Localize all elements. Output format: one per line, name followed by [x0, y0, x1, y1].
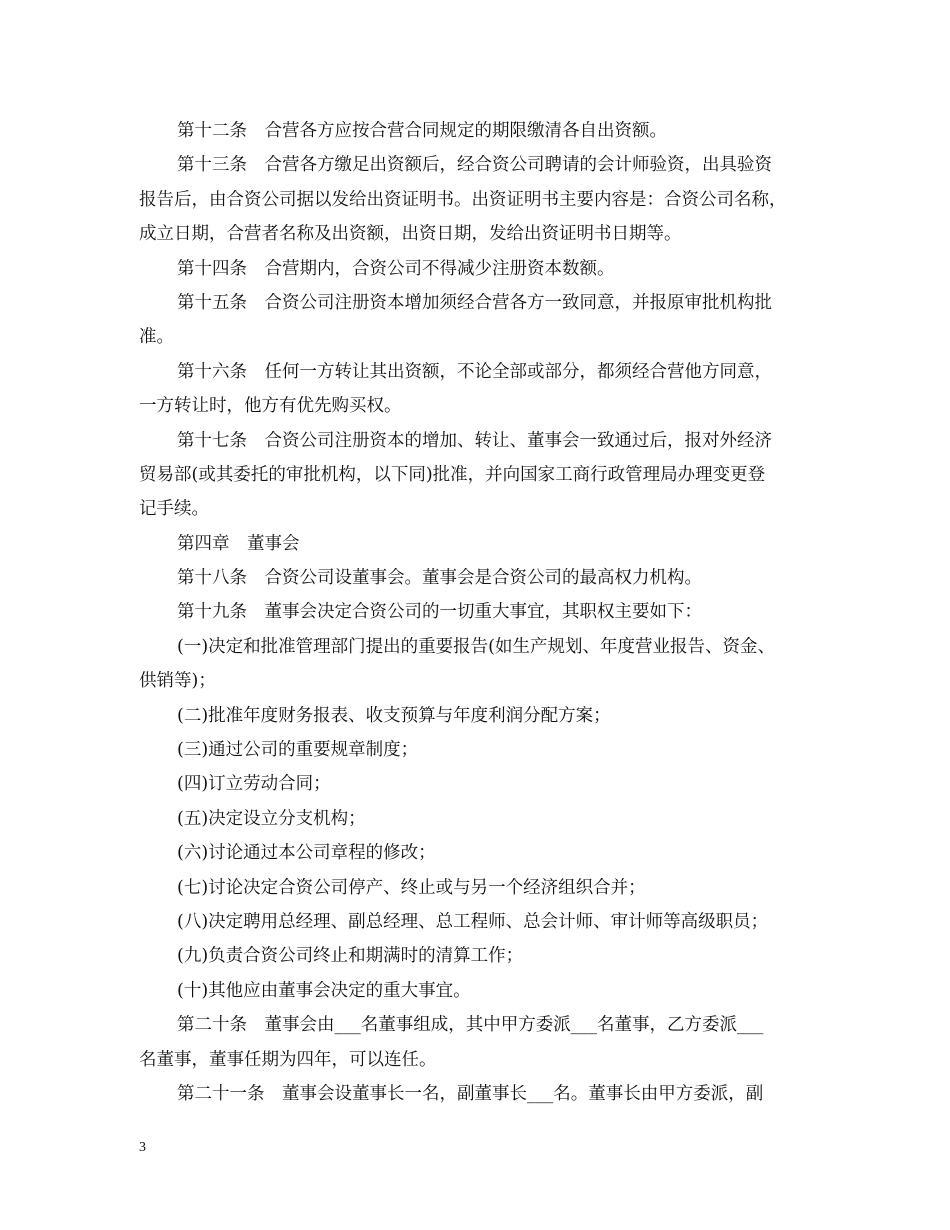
page-number: 3 [139, 1140, 146, 1155]
article-20-line-2: 名董事，董事任期为四年，可以连任。 [139, 1049, 437, 1070]
item-5: (五)决定设立分支机构； [177, 808, 366, 829]
article-16-line-1: 第十六条 任何一方转让其出资额，不论全部或部分，都须经合营他方同意， [177, 361, 772, 382]
article-16-line-2: 一方转让时，他方有优先购买权。 [139, 396, 402, 417]
item-4: (四)订立劳动合同； [177, 774, 331, 795]
item-2: (二)批准年度财务报表、收支预算与年度利润分配方案； [177, 705, 611, 726]
article-17-line-1: 第十七条 合资公司注册资本的增加、转让、董事会一致通过后，报对外经济 [177, 430, 772, 451]
chapter-4-heading: 第四章 董事会 [177, 533, 300, 554]
item-3: (三)通过公司的重要规章制度； [177, 740, 419, 761]
article-15-line-2: 准。 [139, 327, 174, 348]
item-1-line-2: 供销等)； [139, 671, 216, 692]
article-12: 第十二条 合营各方应按合营合同规定的期限缴清各自出资额。 [177, 121, 667, 141]
article-21-line-1: 第二十一条 董事会设董事长一名，副董事长___名。董事长由甲方委派，副 [177, 1083, 764, 1104]
article-13-line-3: 成立日期，合营者名称及出资额，出资日期，发给出资证明书日期等。 [139, 224, 682, 245]
article-17-line-2: 贸易部(或其委托的审批机构，以下同)批准，并向国家工商行政管理局办理变更登 [139, 464, 766, 485]
article-19: 第十九条 董事会决定合资公司的一切重大事宜，其职权主要如下： [177, 602, 702, 623]
article-14: 第十四条 合营期内，合资公司不得减少注册资本数额。 [177, 258, 615, 279]
article-17-line-3: 记手续。 [139, 499, 209, 520]
article-13-line-1: 第十三条 合营各方缴足出资额后，经合资公司聘请的会计师验资，出具验资 [177, 155, 772, 176]
item-10: (十)其他应由董事会决定的重大事宜。 [177, 980, 471, 1001]
article-20-line-1: 第二十条 董事会由___名董事组成，其中甲方委派___名董事，乙方委派___ [177, 1015, 764, 1036]
article-18: 第十八条 合资公司设董事会。董事会是合资公司的最高权力机构。 [177, 568, 702, 589]
item-9: (九)负责合资公司终止和期满时的清算工作； [177, 946, 524, 967]
body-text [139, 114, 829, 1111]
item-6: (六)讨论通过本公司章程的修改； [177, 843, 436, 864]
article-13-line-2: 报告后，由合资公司据以发给出资证明书。出资证明书主要内容是：合资公司名称， [139, 189, 787, 210]
item-1-line-1: (一)决定和批准管理部门提出的重要报告(如生产规划、年度营业报告、资金、 [177, 636, 775, 657]
item-7: (七)讨论决定合资公司停产、终止或与另一个经济组织合并； [177, 877, 646, 898]
article-15-line-1: 第十五条 合资公司注册资本增加须经合营各方一致同意，并报原审批机构批 [177, 292, 772, 313]
item-8: (八)决定聘用总经理、副总经理、总工程师、总会计师、审计师等高级职员； [177, 911, 769, 932]
